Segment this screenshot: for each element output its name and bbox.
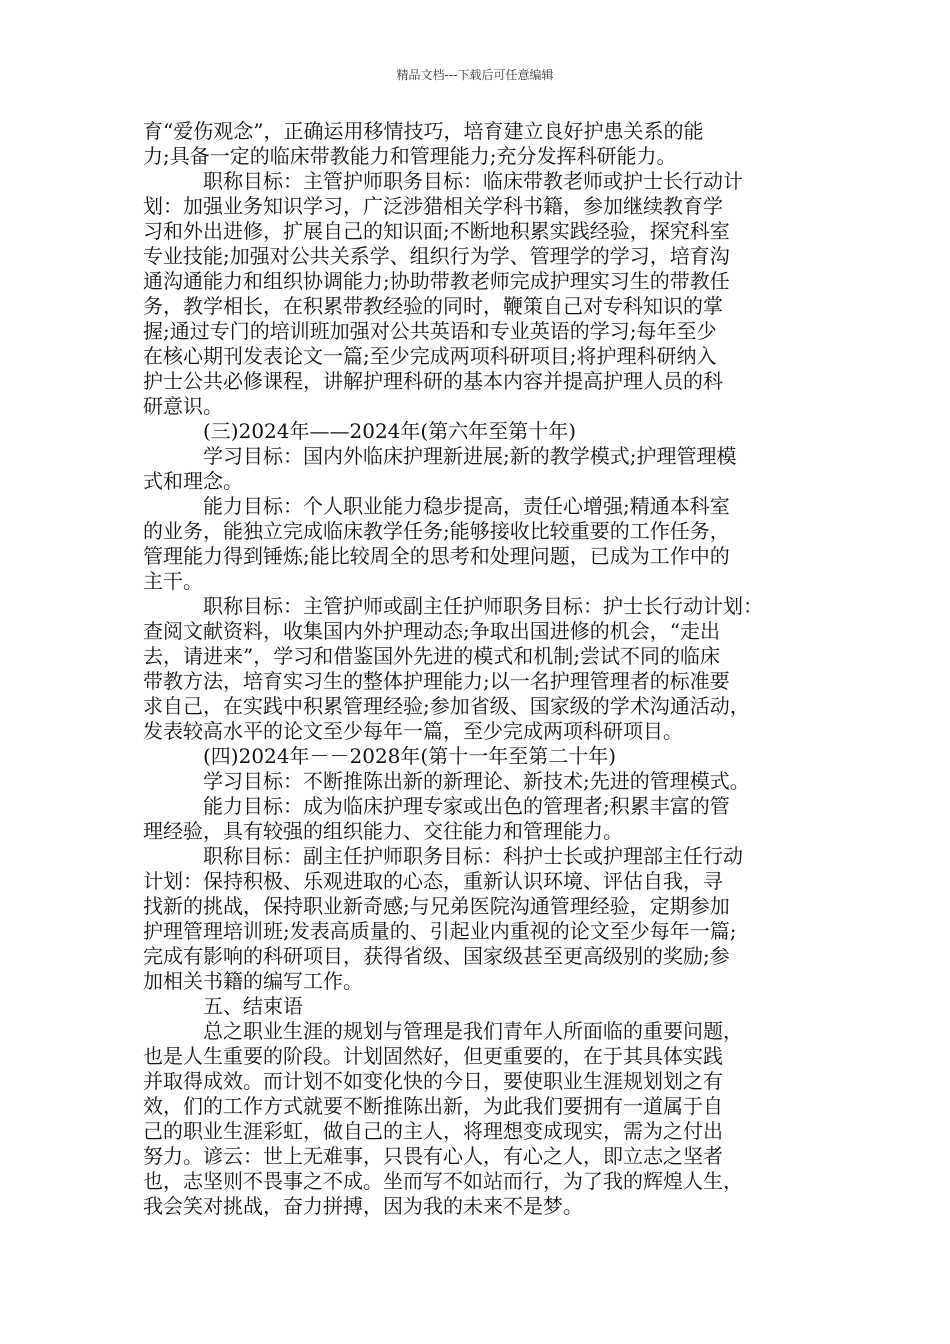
text-line: 加相关书籍的编写工作。 <box>143 969 363 993</box>
text-line: 带教方法，培育实习生的整体护理能力;以一名护理管理者的标准要 <box>143 669 730 693</box>
text-line: 育“爱伤观念”，正确运用移情技巧，培育建立良好护患关系的能 <box>143 119 704 143</box>
text-line: 职称目标：副主任护师职务目标：科护士长或护理部主任行动 <box>203 844 743 868</box>
text-line: 查阅文献资料，收集国内外护理动态;争取出国进修的机会，“走出 <box>143 619 720 643</box>
text-line: 学习目标：国内外临床护理新进展;新的教学模式;护理管理模 <box>203 444 737 468</box>
text-line: 我会笑对挑战，奋力拼搏，因为我的未来不是梦。 <box>143 1194 583 1218</box>
text-line: 研意识。 <box>143 394 223 418</box>
text-line: 求自己，在实践中积累管理经验;参加省级、国家级的学术沟通活动， <box>143 694 750 718</box>
text-line: 去，请进来”，学习和借鉴国外先进的模式和机制;尝试不同的临床 <box>143 644 720 668</box>
text-line: 职称目标：主管护师或副主任护师职务目标：护士长行动计划： <box>203 594 763 618</box>
text-line: 己的职业生涯彩虹，做自己的主人，将理想变成现实，需为之付出 <box>143 1119 723 1143</box>
text-line: 护理管理培训班;发表高质量的、引起业内重视的论文至少每年一篇; <box>143 919 737 943</box>
text-line: 效，们的工作方式就要不断推陈出新，为此我们要拥有一道属于自 <box>143 1094 723 1118</box>
text-line: (四)2024年－－2028年(第十一年至第二十年) <box>203 744 617 768</box>
text-line: 理经验，具有较强的组织能力、交往能力和管理能力。 <box>143 819 623 843</box>
text-line: 护士公共必修课程，讲解护理科研的基本内容并提高护理人员的科 <box>143 369 723 393</box>
text-line: 学习目标：不断推陈出新的新理论、新技术;先进的管理模式。 <box>203 769 750 793</box>
text-line: 的业务，能独立完成临床教学任务;能够接收比较重要的工作任务， <box>143 519 730 543</box>
text-line: 并取得成效。而计划不如变化快的今日，要使职业生涯规划划之有 <box>143 1069 723 1093</box>
text-line: 习和外出进修，扩展自己的知识面;不断地积累实践经验，探究科室 <box>143 219 730 243</box>
text-line: (三)2024年——2024年(第六年至第十年) <box>203 419 577 443</box>
text-line: 职称目标：主管护师职务目标：临床带教老师或护士长行动计 <box>203 169 743 193</box>
page-header: 精品文档---下载后可任意编辑 <box>396 68 554 82</box>
text-line: 计划：保持积极、乐观进取的心态，重新认识环境、评估自我，寻 <box>143 869 723 893</box>
text-line: 式和理念。 <box>143 469 243 493</box>
text-line: 专业技能;加强对公共关系学、组织行为学、管理学的学习，培育沟 <box>143 244 730 268</box>
text-line: 也，志坚则不畏事之不成。坐而写不如站而行，为了我的辉煌人生， <box>143 1169 743 1193</box>
text-line: 也是人生重要的阶段。计划固然好，但更重要的，在于其具体实践 <box>143 1044 723 1068</box>
text-line: 通沟通能力和组织协调能力;协助带教老师完成护理实习生的带教任 <box>143 269 730 293</box>
text-line: 握;通过专门的培训班加强对公共英语和专业英语的学习;每年至少 <box>143 319 717 343</box>
text-line: 主干。 <box>143 569 203 593</box>
text-line: 完成有影响的科研项目，获得省级、国家级甚至更高级别的奖励;参 <box>143 944 730 968</box>
text-line: 在核心期刊发表论文一篇;至少完成两项科研项目;将护理科研纳入 <box>143 344 717 368</box>
text-line: 能力目标：成为临床护理专家或出色的管理者;积累丰富的管 <box>203 794 730 818</box>
text-line: 能力目标：个人职业能力稳步提高，责任心增强;精通本科室 <box>203 494 730 518</box>
body-text <box>143 119 811 1219</box>
text-line: 找新的挑战，保持职业新奇感;与兄弟医院沟通管理经验，定期参加 <box>143 894 730 918</box>
text-line: 发表较高水平的论文至少每年一篇，至少完成两项科研项目。 <box>143 719 683 743</box>
text-line: 力;具备一定的临床带教能力和管理能力;充分发挥科研能力。 <box>143 144 677 168</box>
text-line: 五、结束语 <box>203 994 303 1018</box>
text-line: 务，教学相长，在积累带教经验的同时，鞭策自己对专科知识的掌 <box>143 294 723 318</box>
text-line: 划：加强业务知识学习，广泛涉猎相关学科书籍，参加继续教育学 <box>143 194 723 218</box>
text-line: 努力。谚云：世上无难事，只畏有心人，有心之人，即立志之坚者 <box>143 1144 723 1168</box>
text-line: 总之职业生涯的规划与管理是我们青年人所面临的重要问题， <box>203 1019 743 1043</box>
text-line: 管理能力得到锤炼;能比较周全的思考和处理问题，已成为工作中的 <box>143 544 730 568</box>
